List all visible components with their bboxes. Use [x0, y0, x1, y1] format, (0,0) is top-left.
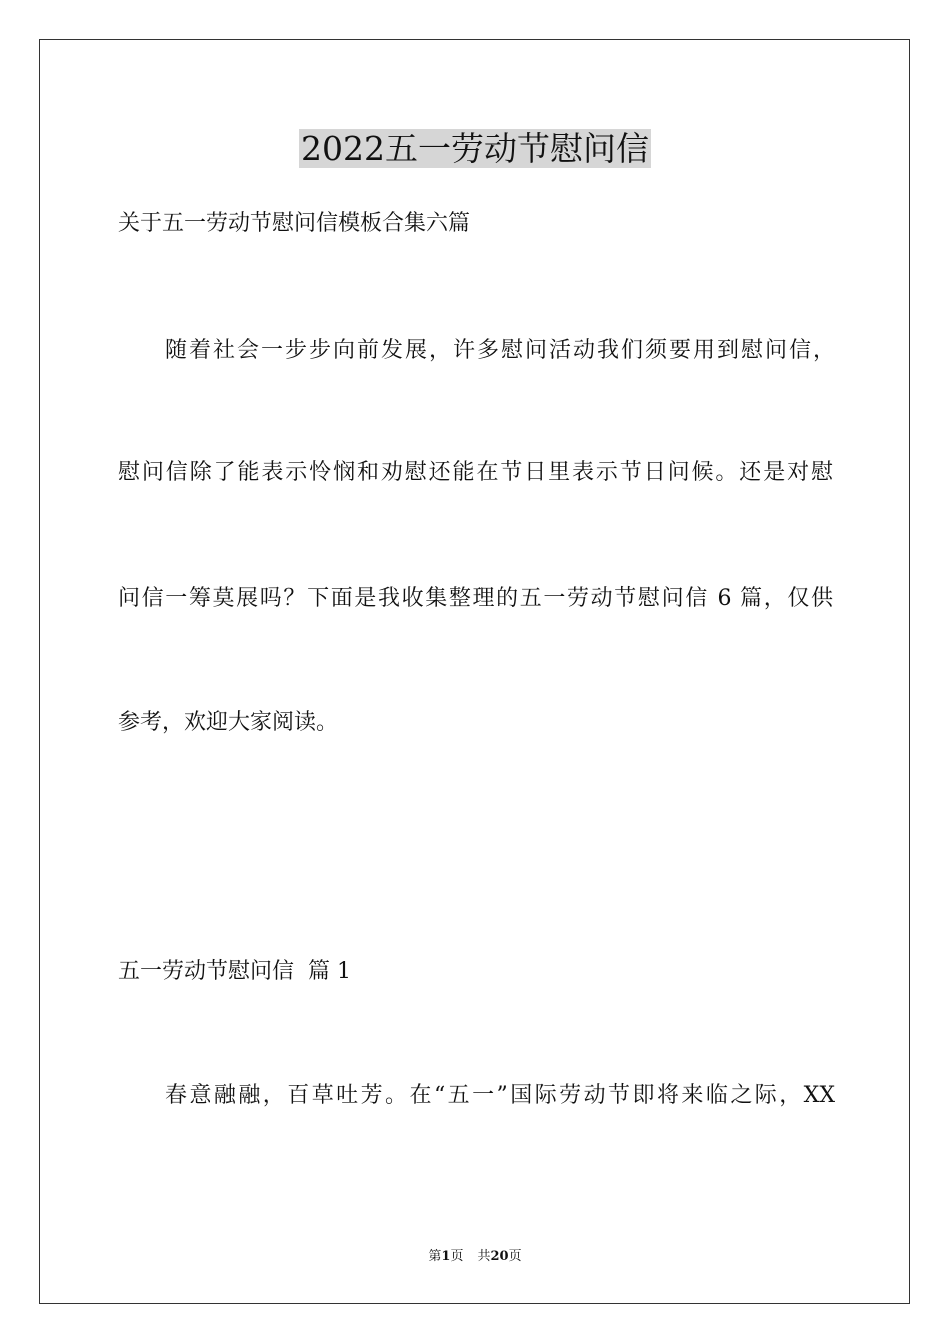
intro-line-2: 慰问信除了能表示怜悯和劝慰还能在节日里表示节日问候。还是对慰 — [118, 460, 833, 485]
footer-total-prefix: 共 — [477, 1249, 491, 1264]
document-title-text: 2022五一劳动节慰问信 — [301, 129, 649, 168]
page-footer — [0, 1248, 950, 1266]
intro-line-4: 参考，欢迎大家阅读。 — [118, 710, 339, 735]
intro-line-3: 问信一筹莫展吗？下面是我收集整理的五一劳动节慰问信 6 篇，仅供 — [118, 586, 833, 611]
document-title — [0, 127, 950, 171]
section-heading: 五一劳动节慰问信 篇 1 — [118, 959, 351, 984]
footer-page-total: 20 — [490, 1249, 509, 1264]
section-first-line: 春意融融，百草吐芳。在“五一”国际劳动节即将来临之际，XX — [165, 1083, 835, 1108]
footer-page-current: 1 — [441, 1249, 451, 1264]
intro-line-1: 随着社会一步步向前发展，许多慰问活动我们须要用到慰问信， — [165, 338, 835, 363]
document-subtitle: 关于五一劳动节慰问信模板合集六篇 — [118, 211, 471, 236]
footer-total-suffix: 页 — [508, 1249, 522, 1264]
footer-page-prefix: 第 — [428, 1249, 442, 1264]
footer-page-suffix: 页 — [450, 1249, 464, 1264]
